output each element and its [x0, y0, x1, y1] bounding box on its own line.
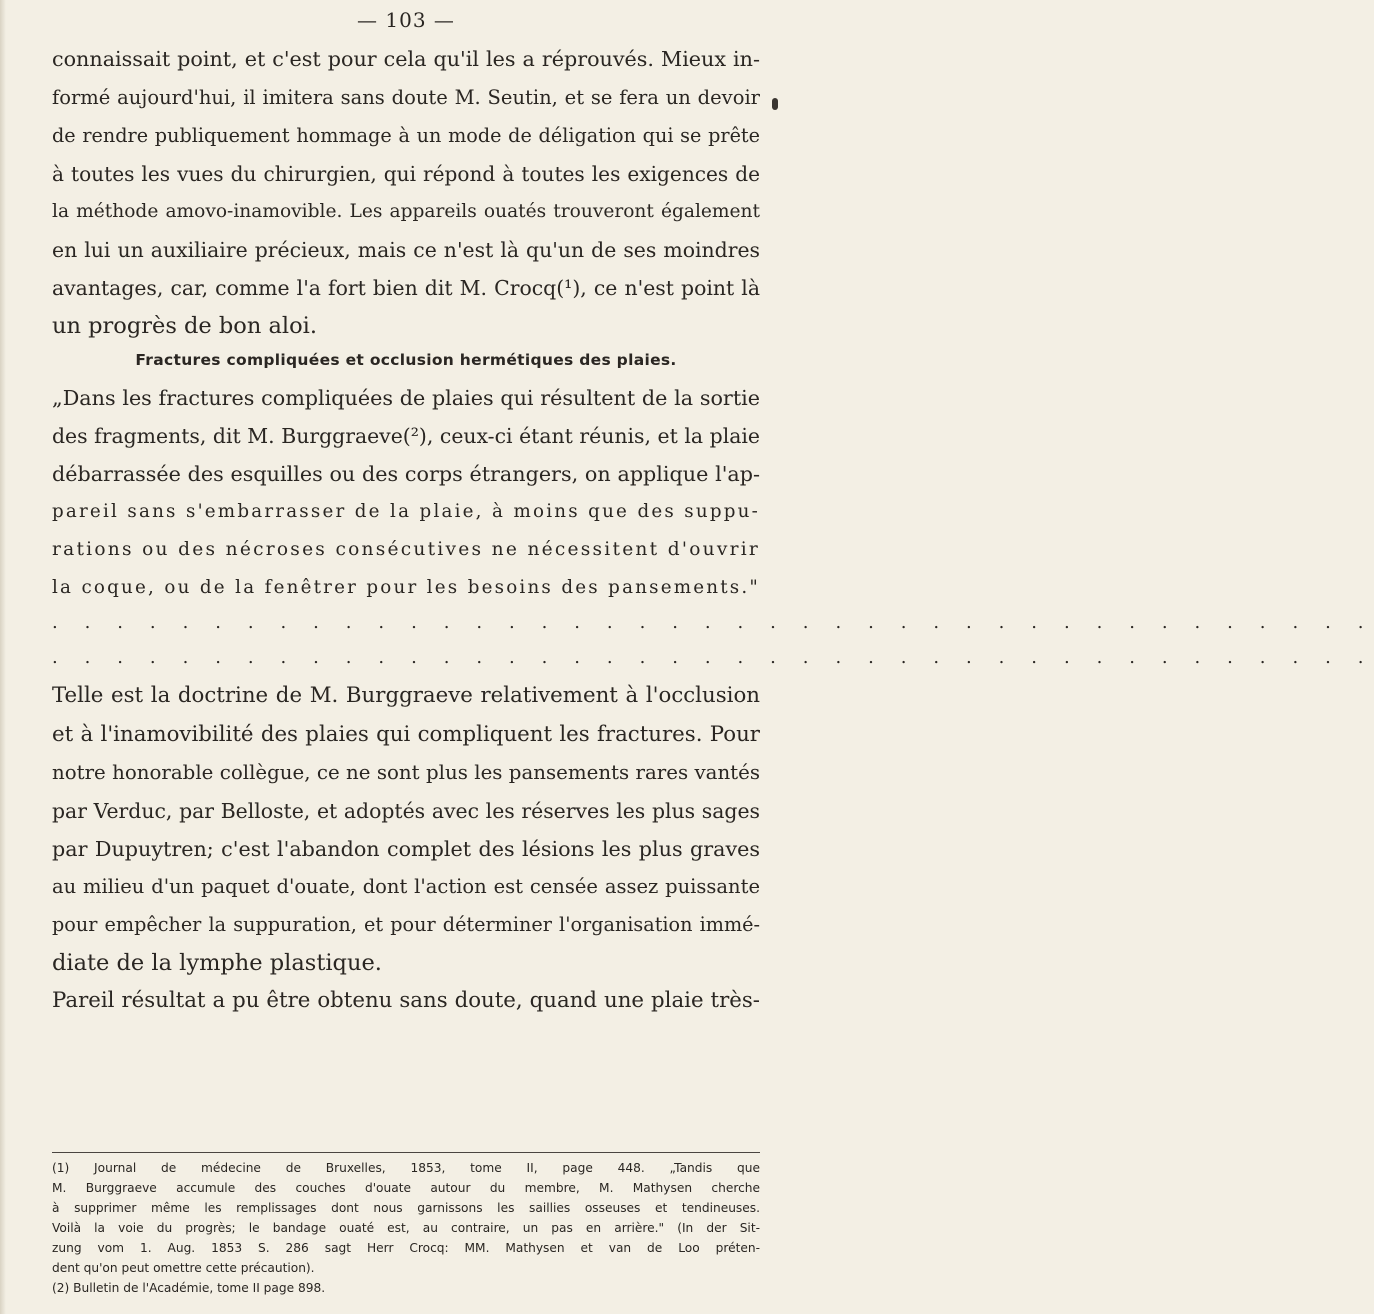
quote-line: des fragments, dit M. Burggraeve(²), ceux-ci étant réunis, et la plaie	[52, 424, 760, 448]
text-line: formé aujourd'hui, il imitera sans doute M. Seutin, et se fera un devoir	[52, 86, 760, 109]
text-line: par Verduc, par Belloste, et adoptés avec les réserves les plus sages	[52, 799, 760, 823]
page-number: — 103 —	[357, 8, 455, 32]
quote-line: pareil sans s'embarrasser de la plaie, à moins que des suppu-	[52, 501, 760, 522]
text-line: pour empêcher la suppuration, et pour déterminer l'organisation immé-	[52, 913, 760, 936]
footnote-line: à supprimer même les remplissages dont nous garnissons les saillies osseuses et tendineuses.	[52, 1201, 760, 1215]
footnote-line: (1) Journal de médecine de Bruxelles, 1853, tome II, page 448. „Tandis que	[52, 1161, 760, 1175]
footnote-line: M. Burggraeve accumule des couches d'ouate autour du membre, M. Mathysen cherche	[52, 1181, 760, 1195]
text-line: de rendre publiquement hommage à un mode de déligation qui se prête	[52, 124, 760, 147]
margin-mark	[772, 98, 778, 110]
text-line: à toutes les vues du chirurgien, qui répond à toutes les exigences de	[52, 162, 760, 186]
quote-line: „Dans les fractures compliquées de plaies qui résultent de la sortie	[52, 386, 760, 410]
ellipsis-dots: . . . . . . . . . . . . . . . . . . . . . . . . . . . . . . . . . . . . . . . . .	[52, 612, 1374, 633]
footnote-line: (2) Bulletin de l'Académie, tome II page 898.	[52, 1281, 326, 1295]
text-line: Pareil résultat a pu être obtenu sans doute, quand une plaie très-	[52, 988, 760, 1013]
footnote-line: zung vom 1. Aug. 1853 S. 286 sagt Herr Crocq: MM. Mathysen et van de Loo préten-	[52, 1241, 760, 1255]
text-line: en lui un auxiliaire précieux, mais ce n'est là qu'un de ses moindres	[52, 238, 760, 262]
text-line: et à l'inamovibilité des plaies qui compliquent les fractures. Pour	[52, 722, 760, 747]
text-line: par Dupuytren; c'est l'abandon complet des lésions les plus graves	[52, 837, 760, 861]
quote-line: débarrassée des esquilles ou des corps étrangers, on applique l'ap-	[52, 462, 760, 486]
text-line: diate de la lymphe plastique.	[52, 950, 382, 976]
text-line: au milieu d'un paquet d'ouate, dont l'action est censée assez puissante	[52, 875, 760, 898]
text-line: notre honorable collègue, ce ne sont plus les pansements rares vantés	[52, 761, 760, 784]
quote-line: rations ou des nécroses consécutives ne nécessitent d'ouvrir	[52, 539, 760, 560]
ellipsis-dots: . . . . . . . . . . . . . . . . . . . . . . . . . . . . . . . . . . . . . . . . .	[52, 647, 1374, 668]
section-heading: Fractures compliquées et occlusion hermétiques des plaies.	[135, 351, 677, 369]
text-line: la méthode amovo-inamovible. Les appareils ouatés trouveront également	[52, 201, 760, 222]
page-fold-shadow	[0, 0, 6, 1314]
footnote-line: dent qu'on peut omettre cette précaution).	[52, 1261, 315, 1275]
footnote-line: Voilà la voie du progrès; le bandage ouaté est, au contraire, un pas en arrière." (In der Sit-	[52, 1221, 760, 1235]
text-line: Telle est la doctrine de M. Burggraeve relativement à l'occlusion	[52, 683, 760, 708]
text-line: un progrès de bon aloi.	[52, 313, 317, 339]
text-line: avantages, car, comme l'a fort bien dit M. Crocq(¹), ce n'est point là	[52, 276, 760, 300]
quote-line: la coque, ou de la fenêtrer pour les besoins des pansements."	[52, 577, 760, 598]
footnote-rule	[52, 1152, 760, 1153]
text-line: connaissait point, et c'est pour cela qu'il les a réprouvés. Mieux in-	[52, 47, 760, 71]
